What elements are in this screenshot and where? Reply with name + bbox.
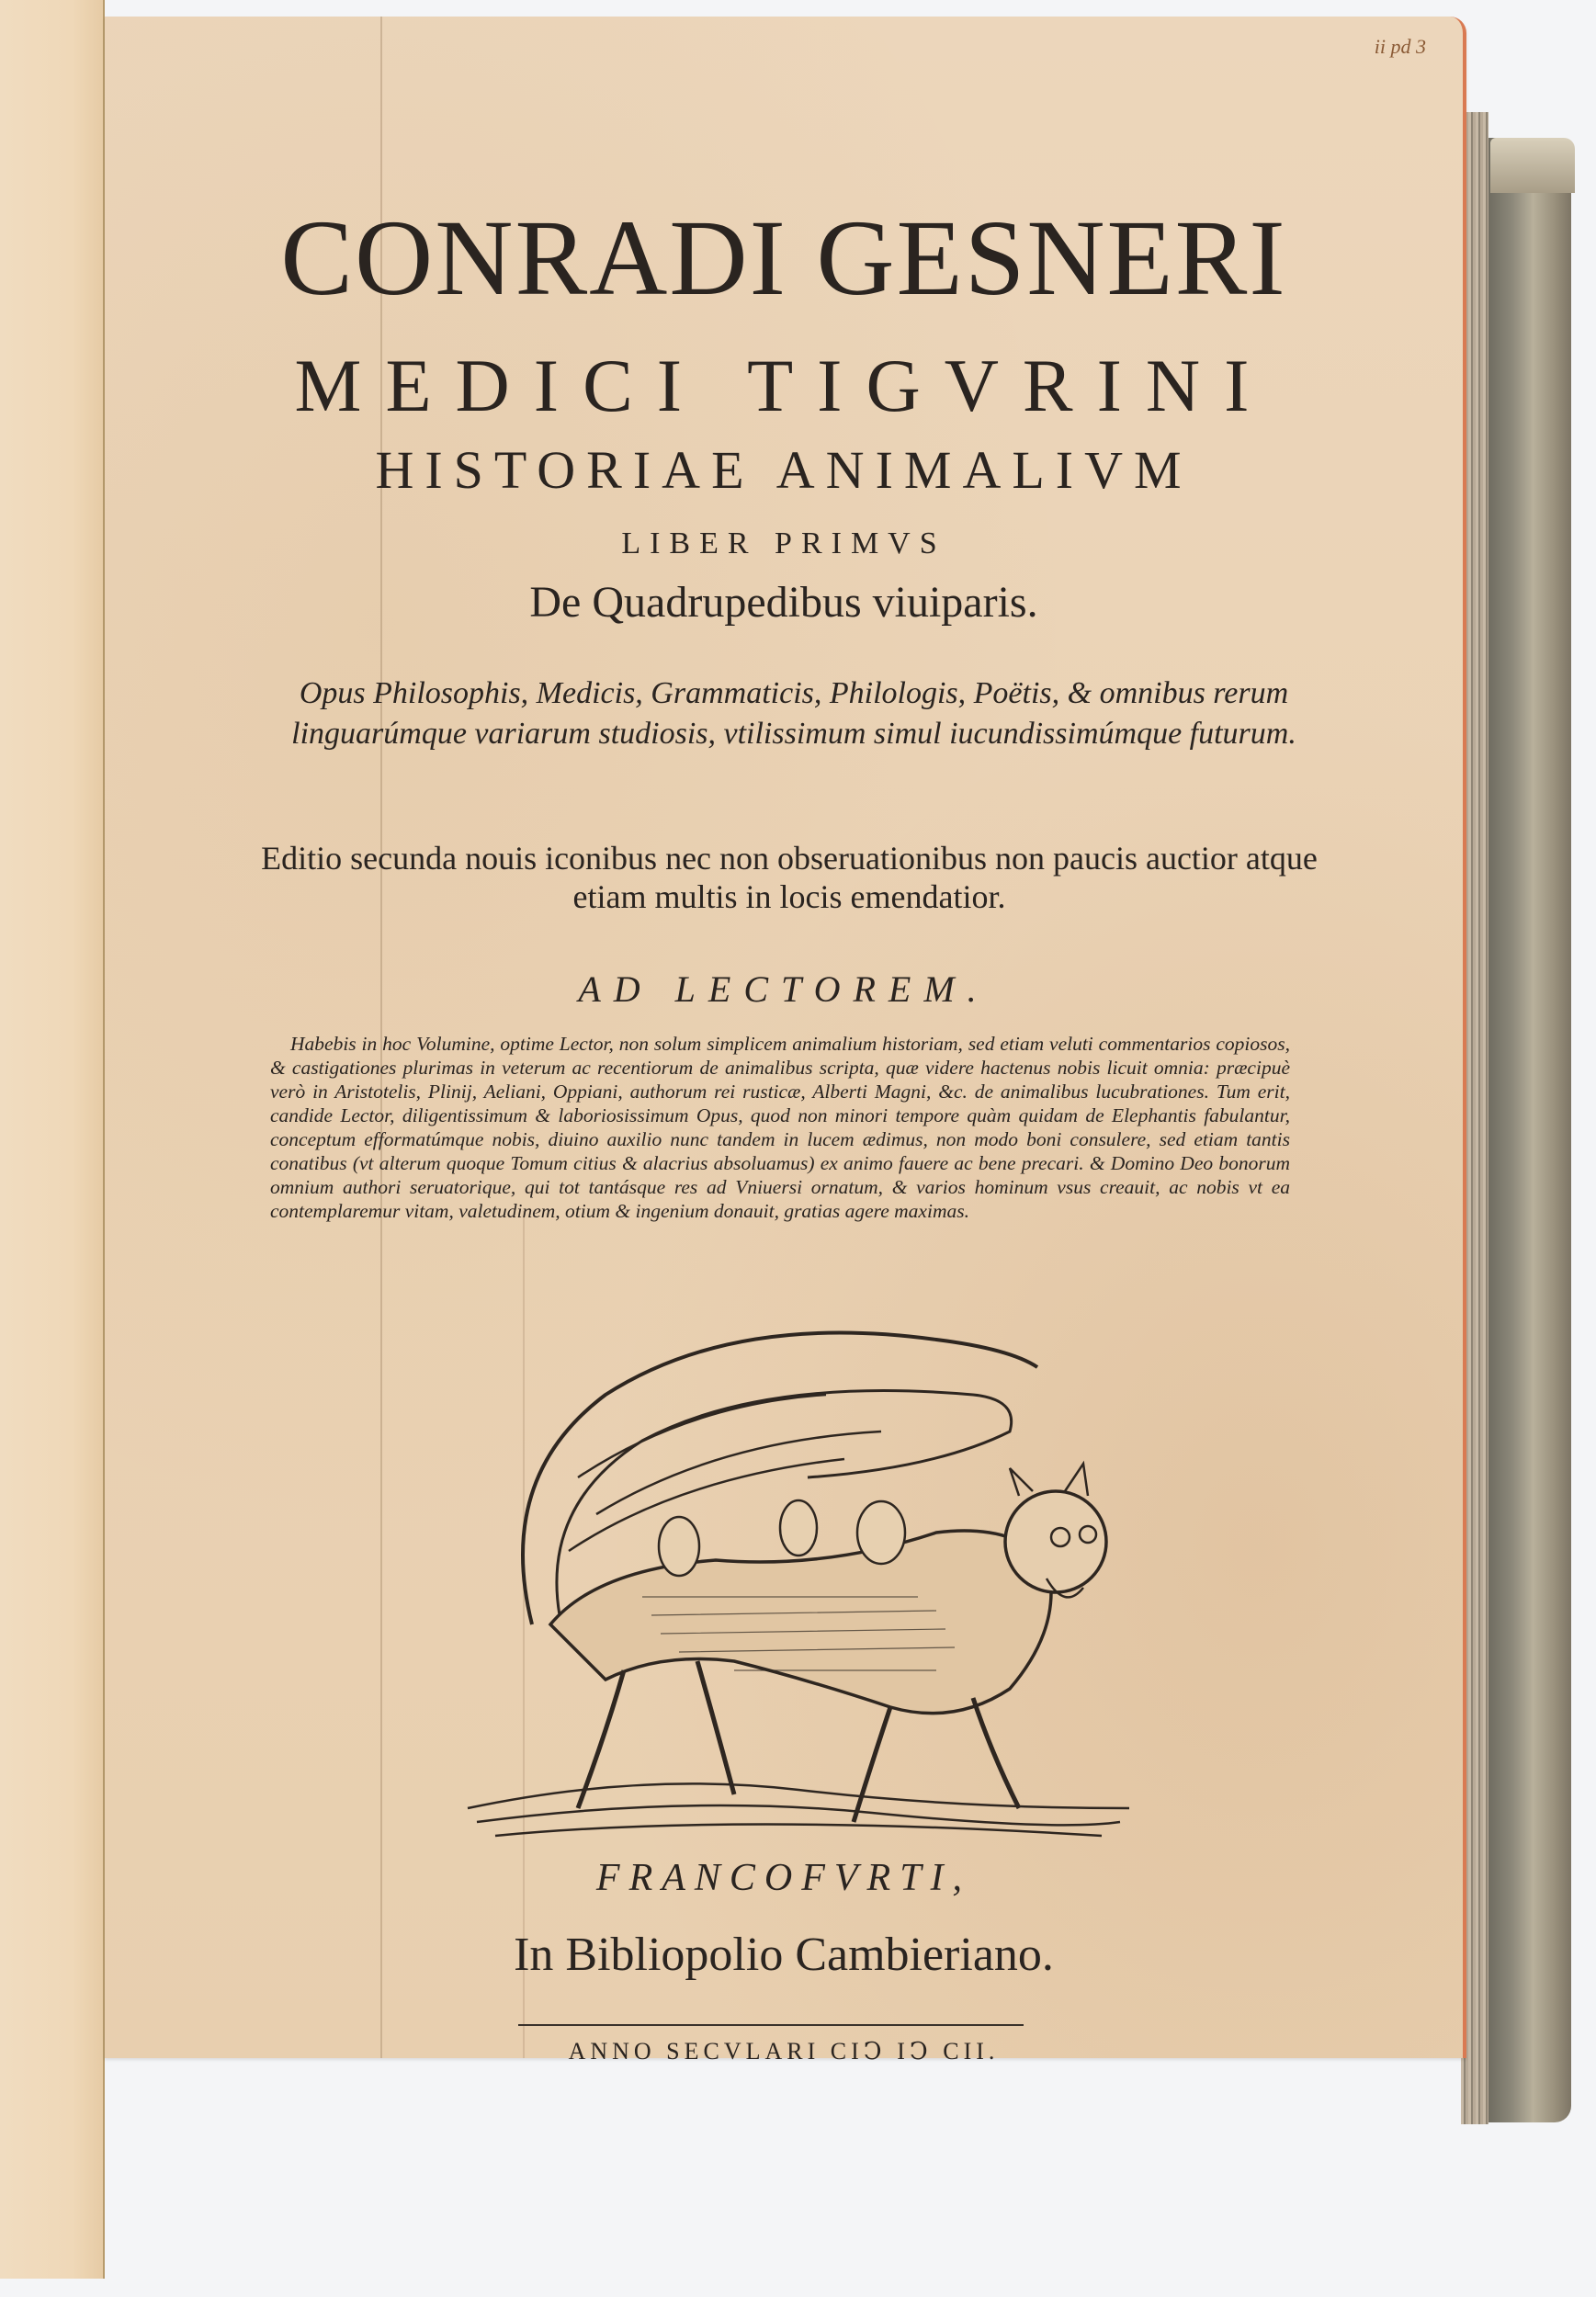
edition-note: Editio secunda nouis iconibus nec non obseruationibus non paucis auctior atque etiam multis in locis emendatior. <box>261 840 1318 915</box>
preface-heading: AD LECTOREM. <box>578 968 990 1010</box>
handwritten-note: ii pd 3 <box>1374 35 1426 58</box>
imprint-publisher: In Bibliopolio Cambieriano. <box>514 1929 1054 1981</box>
vellum-binding <box>1487 138 1571 2122</box>
title-page <box>105 17 1466 2065</box>
binding-top-edge <box>1490 138 1575 193</box>
woodcut-beast-illustration <box>458 1294 1138 1845</box>
imprint-year: ANNO SECVLARI CIↃ IↃ CII. <box>568 2038 1000 2065</box>
imprint-city: FRANCOFVRTI, <box>595 1857 972 1899</box>
facing-blank-leaf <box>0 0 105 2279</box>
subtitle-italic: Opus Philosophis, Medicis, Grammaticis, Philologis, Poëtis, & omnibus rerum linguarúmque variarum studiosis, vtilissimum simul iucundissimúmque futurum. <box>291 676 1296 751</box>
book-number: LIBER PRIMVS <box>621 526 946 560</box>
imprint-rule <box>518 2024 1024 2026</box>
subject-line: De Quadrupedibus viuiparis. <box>529 578 1038 627</box>
profession-line: MEDICI TIGVRINI <box>294 344 1273 427</box>
work-title: HISTORIAE ANIMALIVM <box>375 440 1193 500</box>
author-line: CONRADI GESNERI <box>280 198 1287 318</box>
preface-text: Habebis in hoc Volumine, optime Lector, non solum simplicem animalium historiam, sed etiam veluti commentarios copiosos, & castigationes plurimas in veterum ac recentiorum de animalibus scripta, quæ videre hactenus nobis licuit omnia: præcipuè verò in Aristotelis, Plinij, Aeliani, Oppiani, authorum rei rusticæ, Alberti Magni, &c. de animalibus lucubrationes. Tum erit, candide Lector, diligentissimum & laboriosissimum Opus, quod non minori tempore quàm quidam de Elephantis fabulantur, conceptum efformatúmque nobis, diuino auxilio nunc tandem in lucem ædimus, non modo boni consulere, sed etiam tantis conatibus (vt alterum quoque Tomum citius & alacrius absoluamus) ex animo fauere ac bene precari. & Domino Deo bonorum omnium authori seruatorique, qui tot tantásque res ad Vniuersi ornatum, & varios hominum vsus creauit, ac nobis vt ea contemplaremur vitam, valetudinem, otium & ingenium donauit, gratias agere maximas. <box>270 1033 1290 1222</box>
